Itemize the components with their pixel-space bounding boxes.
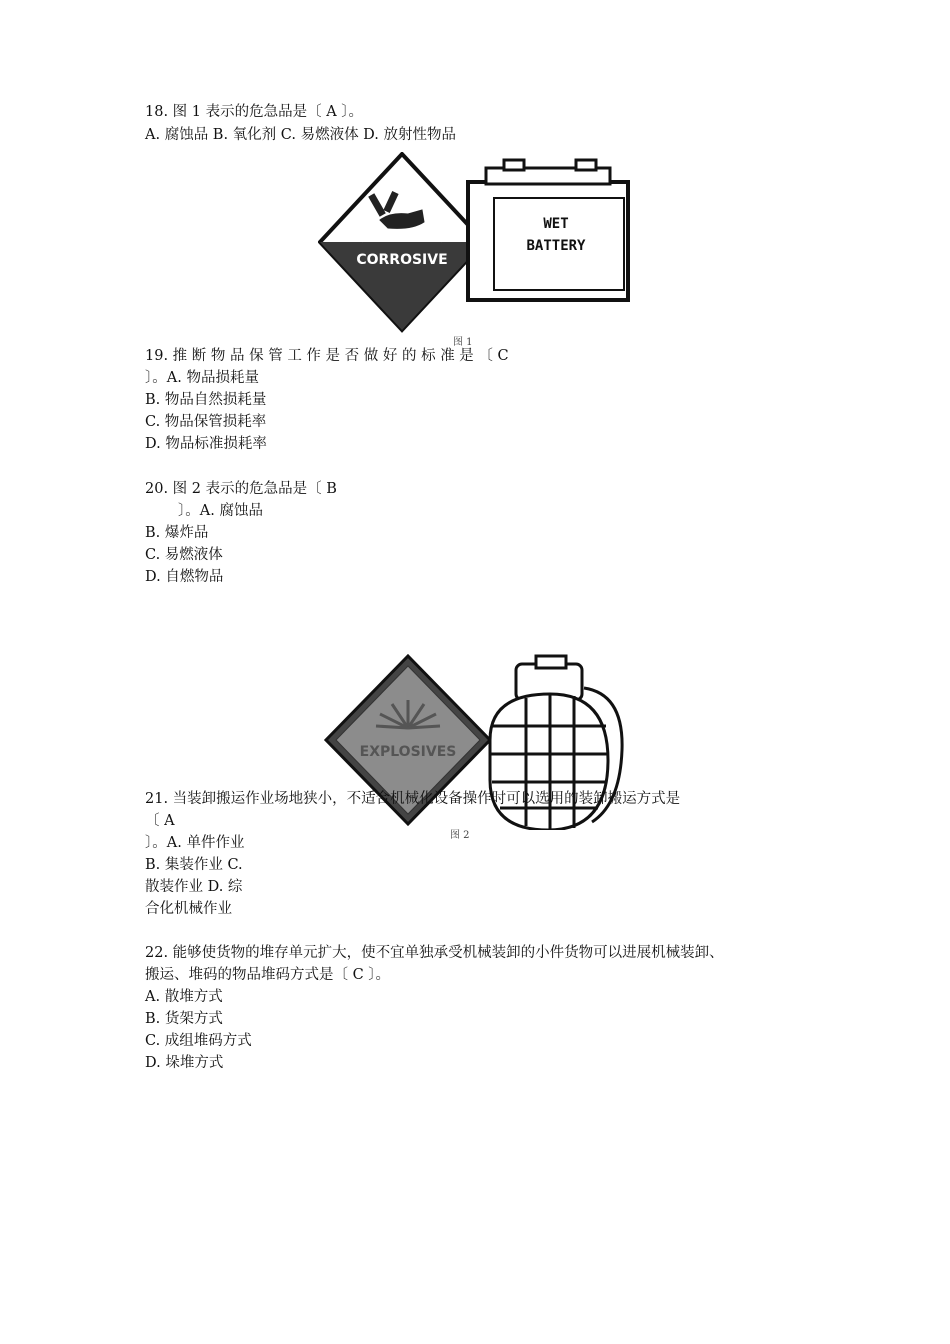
- q19-line2: 〕。A. 物品损耗量: [145, 370, 259, 386]
- figure-2-caption: 图 2: [450, 830, 470, 841]
- q20-option-b: B. 爆炸品: [145, 525, 209, 541]
- q18-options: A. 腐蚀品 B. 氧化剂 C. 易燃液体 D. 放射性物品: [145, 127, 457, 143]
- q22-option-c: C. 成组堆码方式: [145, 1033, 252, 1049]
- q22-option-d: D. 垛堆方式: [145, 1055, 224, 1071]
- battery-text-line1: WET: [543, 216, 569, 232]
- q21-line4: B. 集装作业 C.: [145, 857, 243, 873]
- figure-1: [318, 152, 638, 336]
- q19-option-c: C. 物品保管损耗率: [145, 414, 267, 430]
- q21-line2: 〔 A: [145, 813, 175, 829]
- q21-line3: 〕。A. 单件作业: [145, 835, 245, 851]
- q22-line2: 搬运、堆码的物品堆码方式是〔 C 〕。: [145, 967, 391, 983]
- corrosive-sign-text: CORROSIVE: [356, 252, 448, 268]
- q19-stem: 19. 推 断 物 品 保 管 工 作 是 否 做 好 的 标 准 是 〔 C: [145, 348, 509, 364]
- corrosive-battery-illustration: [318, 152, 638, 336]
- q20-option-d: D. 自燃物品: [145, 569, 224, 585]
- q20-line2: 〕。A. 腐蚀品: [178, 503, 263, 519]
- q22-option-a: A. 散堆方式: [145, 989, 223, 1005]
- battery-text-line2: BATTERY: [526, 238, 586, 254]
- q20-stem: 20. 图 2 表示的危急品是〔 B: [145, 481, 337, 497]
- q19-option-d: D. 物品标准损耗率: [145, 436, 267, 452]
- q19-option-b: B. 物品自然损耗量: [145, 392, 267, 408]
- q20-option-c: C. 易燃液体: [145, 547, 223, 563]
- q22-option-b: B. 货架方式: [145, 1011, 223, 1027]
- figure-1-caption: 图 1: [453, 337, 473, 348]
- q21-line6: 合化机械作业: [145, 901, 232, 917]
- q21-line5: 散装作业 D. 综: [145, 879, 243, 895]
- q22-stem: 22. 能够使货物的堆存单元扩大，使不宜单独承受机械装卸的小件货物可以进展机械装卸、: [145, 945, 724, 961]
- q18-stem: 18. 图 1 表示的危急品是〔 A 〕。: [145, 104, 364, 120]
- explosives-sign-text: EXPLOSIVES: [359, 744, 457, 760]
- q21-stem: 21. 当装卸搬运作业场地狭小，不适合机械化设备操作时可以选用的装卸搬运方式是: [145, 791, 681, 807]
